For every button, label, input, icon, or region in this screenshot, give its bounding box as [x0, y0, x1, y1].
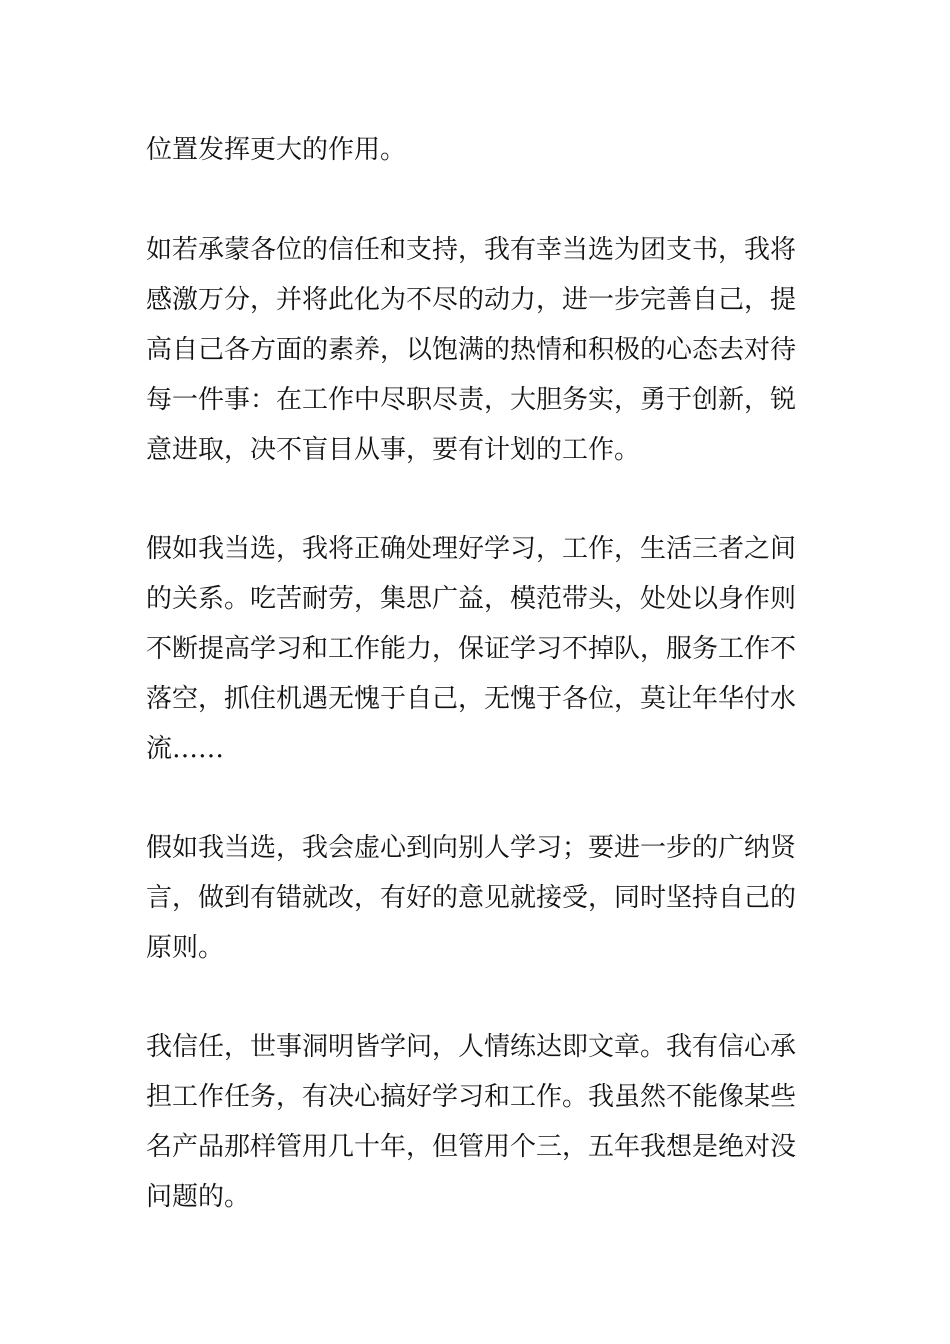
text-line: 落空，抓住机遇无愧于自己，无愧于各位，莫让年华付水: [146, 684, 797, 714]
text-line: 如若承蒙各位的信任和支持，我有幸当选为团支书，我将: [146, 235, 797, 265]
text-line: 位置发挥更大的作用。: [146, 135, 407, 165]
text-line: 我信任，世事洞明皆学问，人情练达即文章。我有信心承: [146, 1032, 797, 1062]
text-line: 意进取，决不盲目从事，要有计划的工作。: [146, 435, 641, 465]
text-line: 的关系。吃苦耐劳，集思广益，模范带头，处处以身作则: [146, 584, 797, 614]
text-line: 高自己各方面的素养，以饱满的热情和积极的心态去对待: [146, 335, 797, 365]
text-line: 每一件事：在工作中尽职尽责，大胆务实，勇于创新，锐: [146, 385, 797, 415]
text-line: 不断提高学习和工作能力，保证学习不掉队，服务工作不: [146, 634, 797, 664]
text-line: 假如我当选，我将正确处理好学习，工作，生活三者之间: [146, 534, 797, 564]
text-line: 问题的。: [146, 1182, 251, 1212]
text-line: 担工作任务，有决心搞好学习和工作。我虽然不能像某些: [146, 1082, 797, 1112]
text-line: 名产品那样管用几十年，但管用个三，五年我想是绝对没: [146, 1132, 797, 1162]
text-line: 原则。: [146, 933, 225, 963]
text-line: 感激万分，并将此化为不尽的动力，进一步完善自己，提: [146, 285, 797, 315]
text-line: 言，做到有错就改，有好的意见就接受，同时坚持自己的: [146, 883, 797, 913]
text-line: 假如我当选，我会虚心到向别人学习；要进一步的广纳贤: [146, 833, 797, 863]
text-line: 流……: [146, 734, 225, 764]
